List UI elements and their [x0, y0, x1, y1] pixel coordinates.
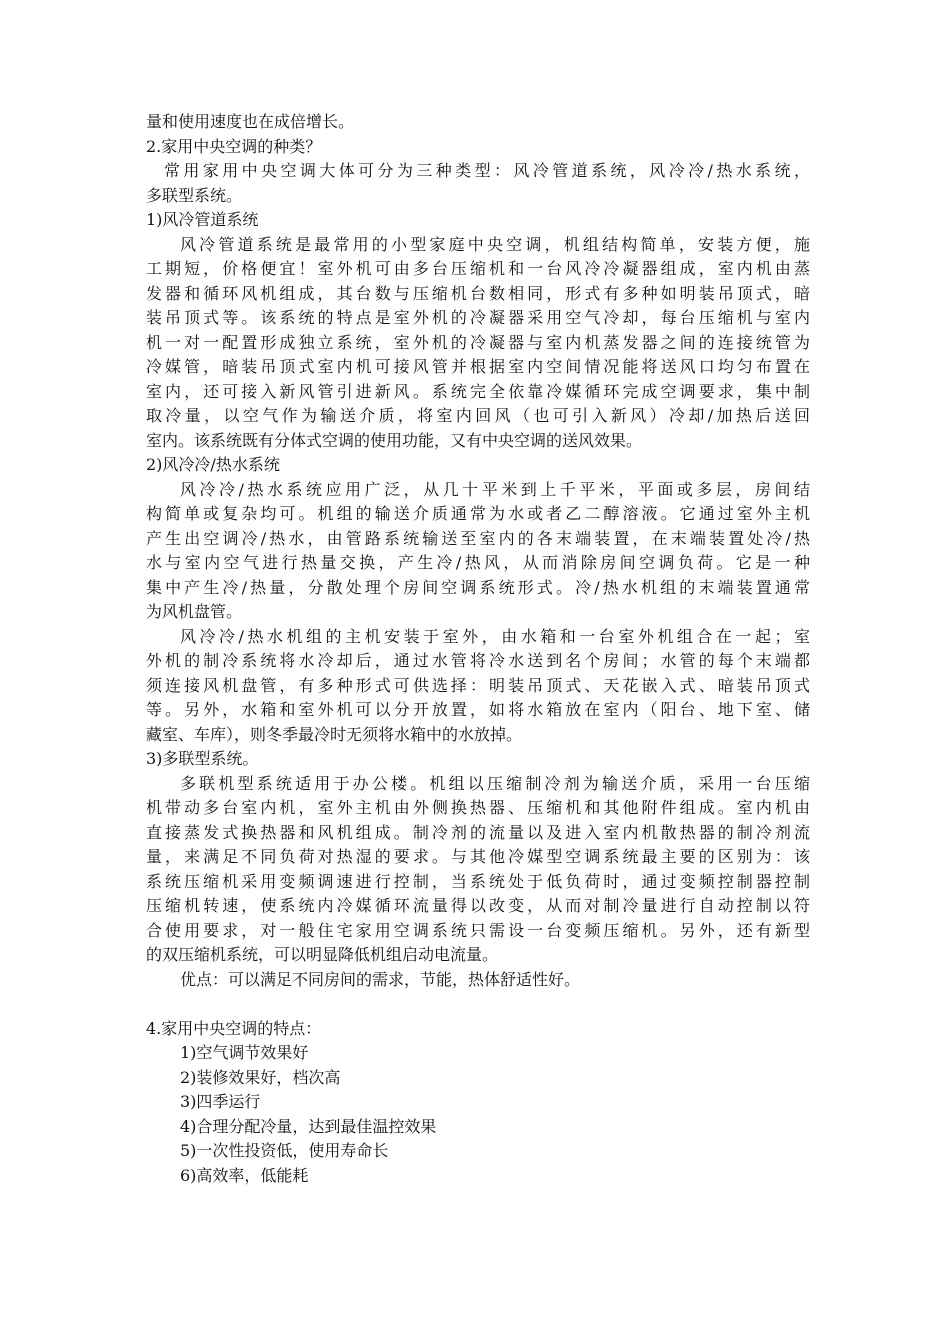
sub1-paragraph-line: 取冷量，以空气作为输送介质，将室内回风（也可引入新风）冷却/加热后送回	[146, 406, 810, 425]
sub3-advantage-line: 优点：可以满足不同房间的需求，节能，热体舒适性好。	[180, 969, 581, 989]
sub1-paragraph-line: 室内，还可接入新风管引进新风。系统完全依靠冷媒循环完成空调要求，集中制	[146, 381, 810, 401]
feature-list-item: 1)空气调节效果好	[180, 1043, 309, 1062]
sub1-paragraph-line: 风冷管道系统是最常用的小型家庭中央空调，机组结构简单，安装方便，施	[180, 234, 810, 254]
document-page	[146, 110, 810, 1188]
sub2-paragraph1-line: 构简单或复杂均可。机组的输送介质通常为水或者乙二醇溶液。它通过室外主机	[146, 504, 810, 523]
sub2-paragraph2-line: 风冷冷/热水机组的主机安装于室外，由水箱和一台室外机组合在一起；室	[180, 626, 810, 646]
section2-heading: 2.家用中央空调的种类？	[146, 136, 322, 156]
section2-intro-line: 多联型系统。	[146, 185, 243, 205]
feature-list-item: 6)高效率，低能耗	[180, 1165, 309, 1185]
sub1-heading: 1)风冷管道系统	[146, 210, 259, 229]
sub2-paragraph1-line: 产生出空调冷/热水，由管路系统输送至室内的各末端装置，在末端装置处冷/热	[146, 528, 810, 548]
section2-intro-line: 常用家用中央空调大体可分为三种类型：风冷管道系统，风冷冷/热水系统，	[164, 161, 810, 180]
sub2-paragraph2-line: 等。另外，水箱和室外机可以分开放置，如将水箱放在室内（阳台、地下室、储	[146, 700, 810, 719]
feature-list-item: 3)四季运行	[180, 1092, 261, 1111]
sub1-paragraph-line: 室内。该系统既有分体式空调的使用功能，又有中央空调的送风效果。	[146, 430, 643, 450]
sub2-paragraph1-line: 水与室内空气进行热量交换，产生冷/热风，从而消除房间空调负荷。它是一种	[146, 553, 810, 572]
sub3-paragraph-line: 系统压缩机采用变频调速进行控制，当系统处于低负荷时，通过变频控制器控制	[146, 871, 810, 891]
sub2-paragraph1-line: 风冷冷/热水系统应用广泛，从几十平米到上千平米，平面或多层，房间结	[180, 479, 810, 499]
sub3-paragraph-line: 直接蒸发式换热器和风机组成。制冷剂的流量以及进入室内机散热器的制冷剂流	[146, 822, 810, 842]
feature-list-item: 4)合理分配冷量，达到最佳温控效果	[180, 1116, 437, 1136]
sub2-paragraph2-line: 须连接风机盘管，有多种形式可供选择：明装吊顶式、天花嵌入式、暗装吊顶式	[146, 675, 810, 695]
sub3-heading: 3)多联型系统。	[146, 749, 259, 768]
blank-line	[146, 992, 810, 1017]
sub2-heading: 2)风冷冷/热水系统	[146, 455, 280, 474]
sub3-paragraph-line: 压缩机转速，使系统内冷媒循环流量得以改变，从而对制冷量进行自动控制以符	[146, 896, 810, 915]
feature-list-item: 2)装修效果好，档次高	[180, 1067, 341, 1087]
intro-tail-line: 量和使用速度也在成倍增长。	[146, 112, 355, 131]
sub2-paragraph1-line: 集中产生冷/热量，分散处理个房间空调系统形式。冷/热水机组的末端装置通常	[146, 577, 810, 597]
sub1-paragraph-line: 工期短，价格便宜！室外机可由多台压缩机和一台风冷冷凝器组成，室内机由蒸	[146, 259, 810, 278]
sub3-paragraph-line: 的双压缩机系统，可以明显降低机组启动电流量。	[146, 945, 499, 964]
sub1-paragraph-line: 发器和循环风机组成，其台数与压缩机台数相同，形式有多种如明装吊顶式，暗	[146, 283, 810, 303]
sub1-paragraph-line: 装吊顶式等。该系统的特点是室外机的冷凝器采用空气冷却，每台压缩机与室内	[146, 308, 810, 327]
sub2-paragraph1-line: 为风机盘管。	[146, 602, 243, 621]
sub1-paragraph-line: 冷媒管，暗装吊顶式室内机可接风管并根据室内空间情况能将送风口均匀布置在	[146, 357, 810, 376]
sub3-paragraph-line: 多联机型系统适用于办公楼。机组以压缩制冷剂为输送介质，采用一台压缩	[180, 773, 810, 793]
section4-heading: 4.家用中央空调的特点：	[146, 1018, 322, 1038]
sub2-paragraph2-line: 外机的制冷系统将水冷却后，通过水管将冷水送到名个房间；水管的每个末端都	[146, 651, 810, 670]
feature-list-item: 5)一次性投资低，使用寿命长	[180, 1141, 389, 1160]
sub2-paragraph2-line: 藏室、车库），则冬季最冷时无须将水箱中的水放掉。	[146, 724, 523, 744]
sub1-paragraph-line: 机一对一配置形成独立系统，室外机的冷凝器与室内机蒸发器之间的连接统管为	[146, 332, 810, 352]
sub3-paragraph-line: 机带动多台室内机，室外主机由外侧换热器、压缩机和其他附件组成。室内机由	[146, 798, 810, 817]
sub3-paragraph-line: 量，来满足不同负荷对热湿的要求。与其他冷媒型空调系统最主要的区别为：该	[146, 847, 810, 866]
sub3-paragraph-line: 合使用要求，对一般住宅家用空调系统只需设一台变频压缩机。另外，还有新型	[146, 920, 810, 940]
